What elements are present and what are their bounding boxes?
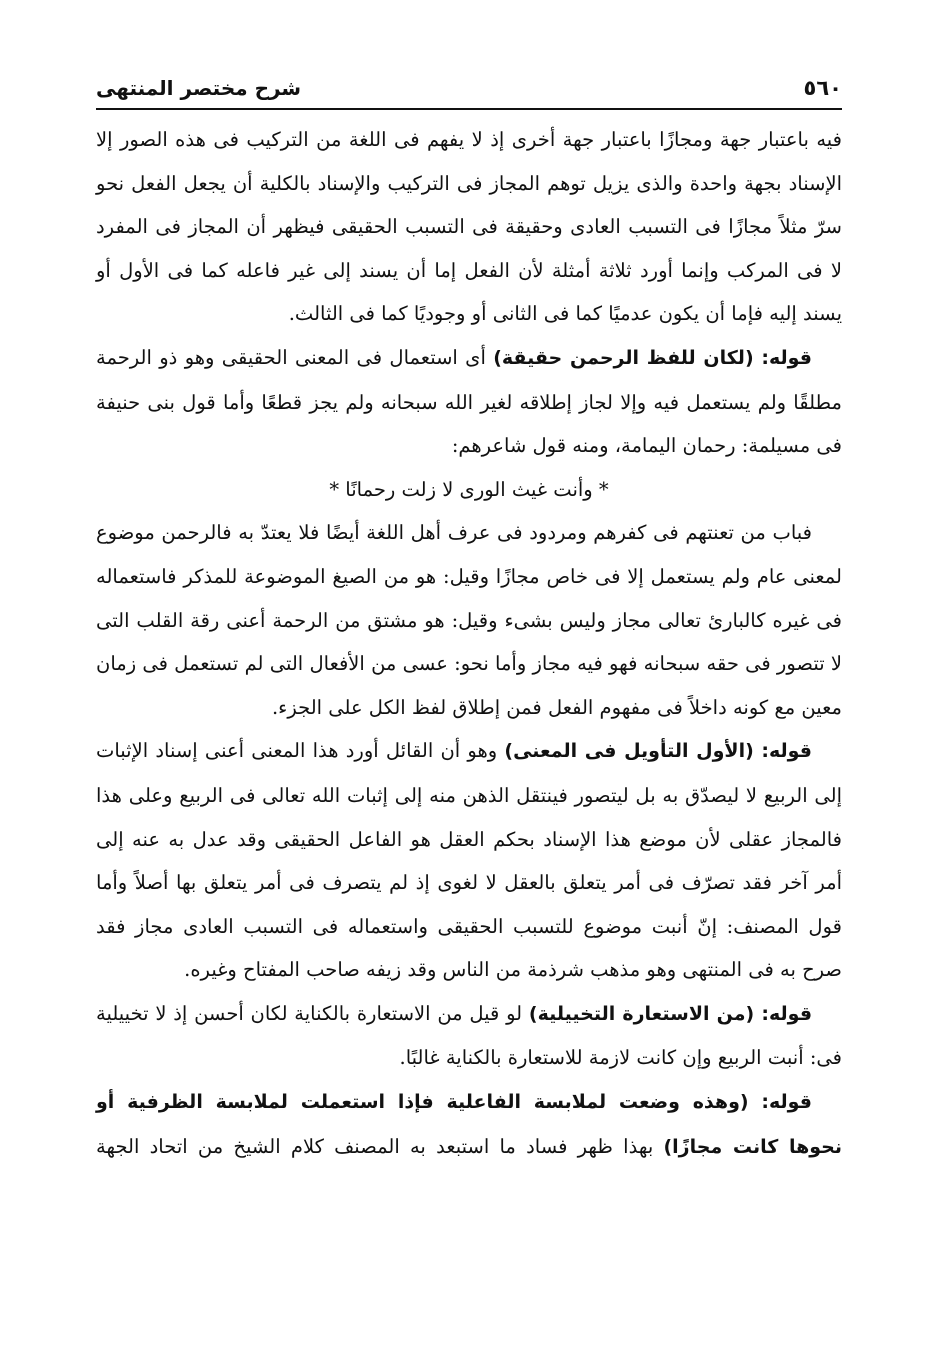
header-divider — [96, 108, 842, 110]
paragraph-continuation — [96, 118, 842, 336]
paragraph-lead: قوله: (لكان للفظ الرحمن حقيقة) — [493, 346, 812, 369]
paragraph-lead: قوله: (الأول التأويل فى المعنى) — [504, 740, 813, 763]
paragraph-lead: قوله: (من الاستعارة التخييلية) — [528, 1002, 813, 1025]
page-header — [96, 70, 842, 106]
paragraph-text: فيه باعتبار جهة ومجازًا باعتبار جهة أخرى إذ لا يفهم فى اللغة من التركيب فى هذه الصور إلا الإسناد بجهة واحدة والذى يزيل توهم المجاز فى التركيب والإسناد بالكلية أن يجعل الفعل نحو سرّ مثلاً مجازًا فى التسبب العادى وحقيقة فى التسبب الحقيقى فيظهر أن المجاز فى المفرد لا فى المركب وإنما أورد ثلاثة أمثلة لأن الفعل إما أن يسند إلى غير فاعله كما فى الأول أو يسند إليه فإما أن يكون عدميًا كما فى الثانى أو وجوديًا كما فى الثالث. — [96, 128, 842, 326]
paragraph-lead: قوله: (وهذه وضعت لملابسة الفاعلية فإذا استعملت لملابسة الظرفية أو نحوها كانت مجازًا) — [96, 1091, 842, 1158]
paragraph-text: فباب من تعنتهم فى كفرهم ومردود فى عرف أهل اللغة أيضًا فلا يعتدّ به فالرحمن موضوع لمعنى عام ولم يستعمل إلا فى خاص مجازًا وقيل: هو من الصيغ الموضوعة للمذكر فاستعماله فى غيره كالبارئ تعالى مجاز وليس بشىء وقيل: هو مشتق من الرحمة أعنى رقة القلب التى لا تتصور فى حقه سبحانه فهو فيه مجاز وأما نحو: عسى من الأفعال التى لم تستعمل فى زمان معين مع كونه داخلاً فى مفهوم الفعل فمن إطلاق لفظ الكل على الجزء. — [96, 521, 842, 719]
paragraph-commentary — [96, 1080, 842, 1169]
body-text — [96, 118, 842, 1169]
paragraph-continuation — [96, 511, 842, 729]
book-page — [96, 70, 842, 1169]
verse-line: * وأنت غيث الورى لا زلت رحمانًا * — [329, 477, 609, 501]
paragraph-text: أى استعمال فى المعنى الحقيقى وهو ذو الرحمة مطلقًا ولم يستعمل فيه وإلا لجاز إطلاقه لغير الله سبحانه ولم يجز قطعًا وأما قول بنى حنيفة فى مسيلمة: رحمان اليمامة، ومنه قول شاعرهم: — [96, 345, 842, 458]
paragraph-commentary — [96, 336, 842, 468]
page-number: ٥٦٠ — [803, 76, 842, 100]
paragraph-commentary — [96, 992, 842, 1080]
paragraph-text: لو قيل من الاستعارة بالكناية لكان أحسن إذ لا تخييلية فى: أنبت الربيع وإن كانت لازمة للاستعارة بالكناية غالبًا. — [96, 1001, 842, 1070]
running-title: شرح مختصر المنتهى — [96, 76, 302, 100]
paragraph-text: وهو أن القائل أورد هذا المعنى أعنى إسناد الإثبات إلى الربيع لا ليصدّق به بل ليتصور فينتقل الذهن منه إلى إثبات الله تعالى فى الربيع وعلى هذا فالمجاز عقلى لأن موضع هذا الإسناد بحكم العقل هو الفاعل الحقيقى وقد عدل به عنه إلى أمر آخر فقد تصرّف فى أمر يتعلق بالعقل لا لغوى إذ لم يتصرف فى أمر يتعلق بها أصلاً وأما قول المصنف: إنّ أنبت موضوع للتسبب الحقيقى واستعماله فى التسبب العادى مجاز فقد صرح به فى المنتهى وهو مذهب شرذمة من الناس وقد زيفه صاحب المفتاح وغيره. — [96, 739, 842, 982]
paragraph-commentary — [96, 729, 842, 992]
paragraph-text: بهذا ظهر فساد ما استبعد به المصنف كلام الشيخ من اتحاد الجهة — [96, 1134, 664, 1158]
